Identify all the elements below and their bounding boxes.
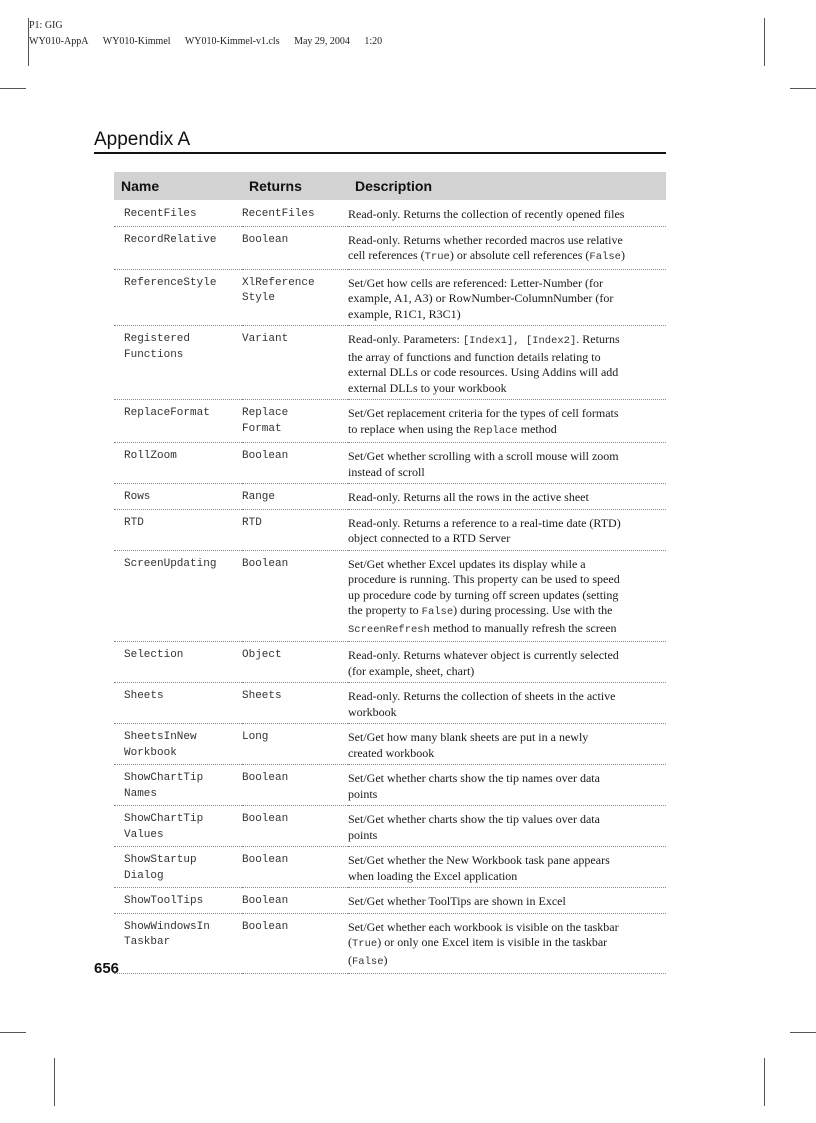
section-title: Appendix A — [94, 129, 191, 150]
property-name — [114, 400, 242, 443]
description-text: ) — [383, 952, 388, 967]
description-line — [348, 935, 666, 953]
description-text: Set/Get whether ToolTips are shown in Excel — [348, 894, 566, 908]
description-line — [348, 422, 666, 440]
description-line — [348, 291, 666, 307]
slug-field: WY010-Kimmel-v1.cls — [184, 36, 280, 47]
description-line — [348, 516, 666, 532]
property-returns — [242, 888, 348, 914]
description-text: when loading the Excel application — [348, 868, 518, 883]
property-returns — [242, 683, 348, 724]
page-number: 656 — [94, 960, 120, 977]
property-returns — [242, 847, 348, 888]
description-line — [348, 531, 666, 547]
column-header-returns: Returns — [242, 172, 348, 200]
table-row — [114, 642, 666, 683]
property-name-line: SheetsInNew — [124, 731, 197, 743]
property-name — [114, 683, 242, 724]
property-name — [114, 269, 242, 326]
description-line — [348, 787, 666, 803]
property-returns — [242, 226, 348, 269]
property-name-line: ShowStartup — [124, 854, 197, 866]
property-description — [348, 443, 666, 484]
description-line — [348, 812, 666, 828]
property-returns-line: Variant — [242, 333, 289, 345]
description-line — [348, 588, 666, 604]
description-text: Read-only. Returns whether recorded macros use relative — [348, 232, 623, 247]
property-name — [114, 888, 242, 914]
description-text: created workbook — [348, 745, 435, 760]
property-name-line: RecentFiles — [124, 208, 197, 220]
property-description — [348, 642, 666, 683]
description-text: method to manually refresh the screen — [429, 620, 617, 635]
description-text: (for example, sheet, chart) — [348, 663, 475, 678]
crop-mark-bottom-right — [764, 1058, 765, 1106]
property-name — [114, 550, 242, 642]
description-text: . Returns — [576, 332, 620, 346]
slug-field: 1:20 — [364, 36, 383, 47]
table-body — [114, 200, 666, 974]
description-line — [348, 233, 666, 249]
description-text: Set/Get whether each workbook is visible on the taskbar — [348, 919, 619, 934]
description-line — [348, 350, 666, 366]
property-returns-line: Sheets — [242, 690, 282, 702]
description-text: points — [348, 786, 378, 801]
property-returns-line: Boolean — [242, 854, 289, 866]
description-line — [348, 248, 666, 266]
table-row — [114, 509, 666, 550]
property-returns-line: Style — [242, 292, 276, 304]
properties-table — [114, 172, 666, 974]
table-row — [114, 913, 666, 974]
description-line — [348, 853, 666, 869]
property-description — [348, 200, 666, 226]
table-row — [114, 443, 666, 484]
property-name-line: Rows — [124, 491, 151, 503]
property-name — [114, 484, 242, 510]
description-line — [348, 664, 666, 680]
property-name-line: ReplaceFormat — [124, 407, 210, 419]
property-name-line: Dialog — [124, 869, 164, 882]
property-description — [348, 400, 666, 443]
property-returns-line: Boolean — [242, 920, 289, 933]
description-text: example, A1, A3) or RowNumber-ColumnNumber (for — [348, 291, 614, 305]
slug-line-1: P1: GIG — [29, 20, 63, 31]
property-name-line: ReferenceStyle — [124, 276, 217, 289]
table-row — [114, 484, 666, 510]
crop-mark-left-upper — [0, 88, 26, 89]
description-text: points — [348, 827, 378, 842]
crop-mark-left-lower — [0, 1032, 26, 1033]
table-row — [114, 400, 666, 443]
description-line — [348, 869, 666, 885]
title-rule — [94, 152, 666, 154]
inline-code: True — [424, 251, 450, 263]
property-returns-line: Object — [242, 649, 282, 661]
property-returns — [242, 200, 348, 226]
table-header-row — [114, 172, 666, 200]
description-text: Set/Get how cells are referenced: Letter-Number (for — [348, 275, 603, 290]
crop-mark-right-upper — [790, 88, 816, 89]
property-description — [348, 913, 666, 974]
table-row — [114, 226, 666, 269]
description-line — [348, 705, 666, 721]
description-line — [348, 572, 666, 588]
description-text: Set/Get how many blank sheets are put in a newly — [348, 730, 589, 744]
description-line — [348, 689, 666, 705]
property-description — [348, 326, 666, 400]
description-text: instead of scroll — [348, 464, 425, 479]
property-name — [114, 326, 242, 400]
property-description — [348, 847, 666, 888]
property-returns-line: Boolean — [242, 450, 289, 462]
inline-code: False — [421, 606, 454, 618]
description-line — [348, 449, 666, 465]
property-description — [348, 550, 666, 642]
description-text: ) or absolute cell references ( — [449, 248, 590, 262]
description-text: Read-only. Returns a reference to a real-time date (RTD) — [348, 515, 621, 530]
table-row — [114, 888, 666, 914]
description-line — [348, 771, 666, 787]
property-name-line: ShowChartTip — [124, 772, 204, 784]
property-name-line: ShowChartTip — [124, 813, 204, 825]
description-text: ( — [348, 935, 352, 949]
property-returns — [242, 724, 348, 765]
table-row — [114, 765, 666, 806]
description-text: the property to — [348, 603, 422, 617]
property-name-line: Functions — [124, 348, 184, 361]
description-text: Read-only. Returns all the rows in the active sheet — [348, 490, 589, 504]
property-returns-line: RTD — [242, 516, 262, 529]
description-text: cell references ( — [348, 248, 425, 262]
property-name — [114, 806, 242, 847]
description-text: up procedure code by turning off screen updates (setting — [348, 587, 619, 602]
description-text: Read-only. Returns whatever object is currently selected — [348, 648, 619, 662]
property-description — [348, 683, 666, 724]
property-returns-line: Boolean — [242, 772, 289, 784]
description-line — [348, 828, 666, 844]
property-name-line: ScreenUpdating — [124, 557, 217, 570]
description-text: example, R1C1, R3C1) — [348, 306, 461, 321]
column-header-name: Name — [114, 172, 242, 200]
description-text: Read-only. Returns the collection of sheets in the active — [348, 689, 616, 703]
property-name-line: RollZoom — [124, 450, 177, 462]
description-text: the array of functions and function details relating to — [348, 349, 601, 364]
description-line — [348, 465, 666, 481]
property-returns-line: Long — [242, 731, 269, 743]
description-text: Set/Get whether charts show the tip values over data — [348, 812, 600, 826]
description-line — [348, 381, 666, 397]
property-returns — [242, 443, 348, 484]
description-text: to replace when using the — [348, 421, 474, 436]
slug-line-2 — [29, 34, 394, 50]
property-name-line: RecordRelative — [124, 233, 217, 246]
table-row — [114, 683, 666, 724]
property-returns — [242, 509, 348, 550]
property-returns-line: Replace — [242, 407, 289, 419]
description-line — [348, 603, 666, 621]
description-line — [348, 365, 666, 381]
property-returns-line: Range — [242, 491, 276, 503]
description-line — [348, 490, 666, 506]
property-description — [348, 888, 666, 914]
description-line — [348, 207, 666, 223]
property-returns-line: RecentFiles — [242, 208, 315, 220]
slug-field: May 29, 2004 — [294, 36, 350, 47]
description-line — [348, 953, 666, 971]
property-name-line: Sheets — [124, 690, 164, 702]
inline-code: False — [352, 955, 384, 968]
description-line — [348, 557, 666, 573]
description-line — [348, 332, 666, 350]
property-name — [114, 913, 242, 974]
property-name-line: Names — [124, 787, 158, 800]
property-returns-line: Boolean — [242, 813, 289, 825]
description-line — [348, 276, 666, 292]
property-description — [348, 806, 666, 847]
table-row — [114, 806, 666, 847]
property-name — [114, 226, 242, 269]
property-returns — [242, 484, 348, 510]
table-row — [114, 724, 666, 765]
property-name-line: Registered — [124, 333, 191, 345]
description-text: external DLLs to your workbook — [348, 380, 507, 395]
description-line — [348, 746, 666, 762]
description-text: ) or only one Excel item is visible in the taskbar — [377, 935, 608, 949]
property-name-line: Taskbar — [124, 936, 171, 948]
description-text: Set/Get whether Excel updates its display while a — [348, 556, 586, 571]
property-returns-line: Boolean — [242, 895, 289, 907]
table-row — [114, 847, 666, 888]
property-name-line: Workbook — [124, 746, 177, 759]
print-slug — [29, 18, 394, 50]
property-name-line: ShowToolTips — [124, 895, 204, 907]
property-name-line: Values — [124, 828, 164, 841]
description-line — [348, 307, 666, 323]
crop-mark-right-lower — [790, 1032, 816, 1033]
property-description — [348, 484, 666, 510]
description-text: external DLLs or code resources. Using Addins will add — [348, 365, 619, 379]
property-returns — [242, 765, 348, 806]
property-name — [114, 200, 242, 226]
description-text: object connected to a RTD Server — [348, 531, 511, 545]
description-line — [348, 621, 666, 639]
inline-code: False — [589, 251, 621, 263]
description-text: Read-only. Returns the collection of recently opened files — [348, 207, 625, 221]
property-returns — [242, 400, 348, 443]
property-returns-line: XlReference — [242, 276, 315, 289]
description-line — [348, 920, 666, 936]
property-name-line: ShowWindowsIn — [124, 920, 210, 933]
property-returns-line: Boolean — [242, 557, 289, 570]
table-row — [114, 200, 666, 226]
crop-mark-bottom-left — [54, 1058, 55, 1106]
inline-code: [Index1], [Index2] — [462, 335, 577, 347]
inline-code: ScreenRefresh — [348, 623, 430, 636]
property-returns — [242, 326, 348, 400]
slug-field: WY010-Kimmel — [102, 36, 171, 47]
property-description — [348, 765, 666, 806]
property-returns — [242, 913, 348, 974]
description-text: ( — [348, 952, 352, 967]
property-description — [348, 226, 666, 269]
property-returns-line: Format — [242, 422, 282, 435]
property-name-line: Selection — [124, 649, 184, 661]
description-line — [348, 648, 666, 664]
property-returns — [242, 269, 348, 326]
description-text: Read-only. Parameters: — [348, 332, 463, 346]
property-description — [348, 724, 666, 765]
description-text: Set/Get whether the New Workbook task pane appears — [348, 853, 610, 867]
property-name-line: RTD — [124, 516, 144, 529]
table-row — [114, 269, 666, 326]
column-header-description: Description — [348, 172, 666, 200]
description-text: ) during processing. Use with the — [453, 603, 613, 617]
property-name — [114, 443, 242, 484]
table-row — [114, 550, 666, 642]
description-line — [348, 894, 666, 910]
property-name — [114, 847, 242, 888]
property-returns — [242, 806, 348, 847]
description-text: Set/Get whether scrolling with a scroll mouse will zoom — [348, 449, 619, 463]
description-text: Set/Get replacement criteria for the types of cell formats — [348, 406, 619, 420]
property-description — [348, 509, 666, 550]
property-returns-line: Boolean — [242, 233, 289, 246]
property-name — [114, 642, 242, 683]
property-returns — [242, 550, 348, 642]
description-text: ) — [620, 248, 625, 262]
inline-code: Replace — [473, 424, 518, 437]
crop-mark-top-right — [764, 18, 765, 66]
description-text: Set/Get whether charts show the tip names over data — [348, 771, 600, 785]
table-row — [114, 326, 666, 400]
property-returns — [242, 642, 348, 683]
property-description — [348, 269, 666, 326]
property-name — [114, 724, 242, 765]
description-text: procedure is running. This property can be used to speed — [348, 572, 620, 586]
description-text: workbook — [348, 704, 397, 719]
property-name — [114, 509, 242, 550]
slug-field: WY010-AppA — [29, 36, 89, 47]
description-line — [348, 730, 666, 746]
inline-code: True — [352, 938, 378, 950]
property-name — [114, 765, 242, 806]
description-line — [348, 406, 666, 422]
description-text: method — [517, 421, 557, 436]
